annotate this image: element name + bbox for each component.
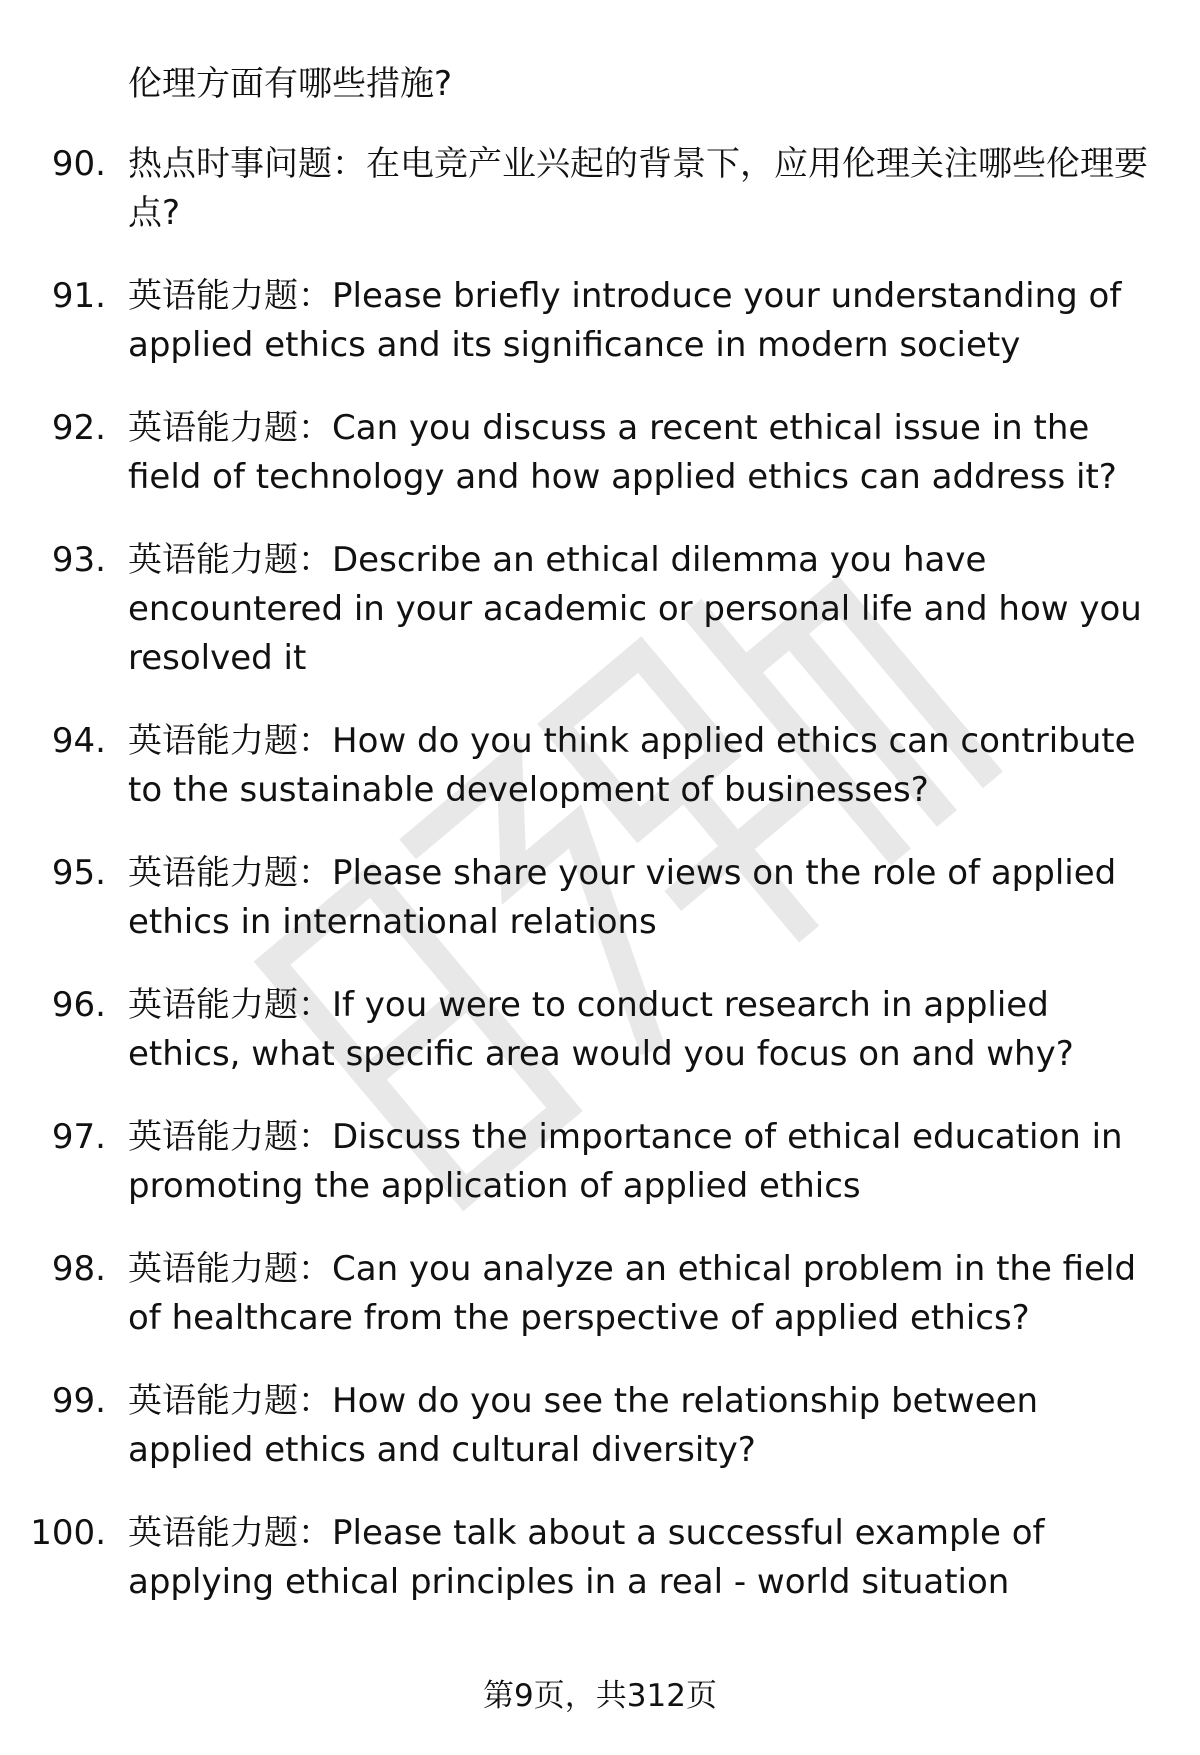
question-category: 英语能力题： <box>128 1513 332 1553</box>
list-item <box>0 1509 1200 1607</box>
question-text: Please share your views on the role of applied ethics in international relations <box>128 853 1117 942</box>
question-text: If you were to conduct research in applied ethics, what specific area would you focus on and why? <box>128 985 1074 1074</box>
question-text: How do you see the relationship between applied ethics and cultural diversity? <box>128 1381 1039 1470</box>
question-text: Discuss the importance of ethical education in promoting the application of applied ethics <box>128 1117 1123 1206</box>
question-category: 英语能力题： <box>128 276 332 316</box>
question-number: 94. <box>51 721 106 761</box>
question-category: 英语能力题： <box>128 408 332 448</box>
question-category: 英语能力题： <box>128 1249 332 1289</box>
question-category: 英语能力题： <box>128 540 332 580</box>
list-item <box>0 404 1200 502</box>
question-text: How do you think applied ethics can contribute to the sustainable development of businesses? <box>128 721 1136 810</box>
list-item <box>0 140 1200 238</box>
question-text: Can you analyze an ethical problem in the field of healthcare from the perspective of applied ethics? <box>128 1249 1137 1338</box>
question-text: Describe an ethical dilemma you have encountered in your academic or personal life and how you resolved it <box>128 540 1142 678</box>
question-text: Please talk about a successful example of applying ethical principles in a real - world situation <box>128 1513 1045 1602</box>
list-item <box>0 1113 1200 1211</box>
question-number: 92. <box>51 408 106 448</box>
question-category: 英语能力题： <box>128 985 332 1025</box>
list-item <box>0 536 1200 683</box>
question-category: 英语能力题： <box>128 721 332 761</box>
list-item <box>0 849 1200 947</box>
question-number: 93. <box>51 540 106 580</box>
question-text: 在电竞产业兴起的背景下，应用伦理关注哪些伦理要点? <box>128 144 1148 233</box>
question-number: 96. <box>51 985 106 1025</box>
list-item <box>0 272 1200 370</box>
question-text: Please briefly introduce your understanding of applied ethics and its significance in modern society <box>128 276 1122 365</box>
question-category: 英语能力题： <box>128 853 332 893</box>
list-item <box>0 717 1200 815</box>
list-item <box>0 1377 1200 1475</box>
question-number: 100. <box>30 1513 106 1553</box>
question-number: 98. <box>51 1249 106 1289</box>
page-footer: 第9页，共312页 <box>483 1678 717 1714</box>
question-category: 英语能力题： <box>128 1117 332 1157</box>
continuation-text: 伦理方面有哪些措施? <box>128 64 453 104</box>
question-number: 95. <box>51 853 106 893</box>
question-number: 91. <box>51 276 106 316</box>
question-category: 英语能力题： <box>128 1381 332 1421</box>
question-list <box>0 140 1200 1641</box>
question-number: 97. <box>51 1117 106 1157</box>
question-category: 热点时事问题： <box>128 144 366 184</box>
list-item <box>0 1245 1200 1343</box>
question-text: Can you discuss a recent ethical issue in the field of technology and how applied ethics can address it? <box>128 408 1117 497</box>
question-number: 90. <box>51 144 106 184</box>
list-item <box>0 981 1200 1079</box>
question-number: 99. <box>51 1381 106 1421</box>
